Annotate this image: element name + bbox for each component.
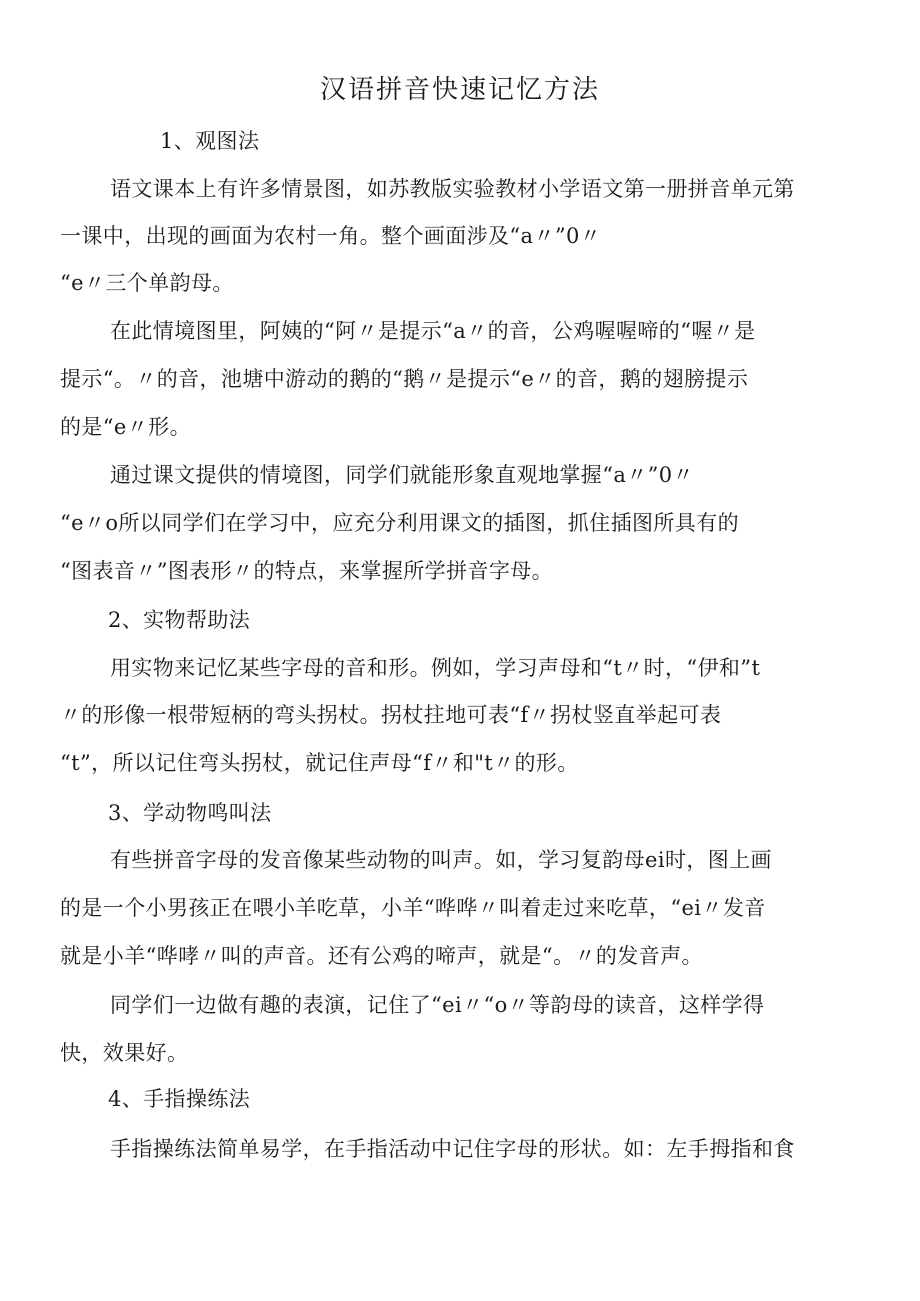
paragraph-line: 的是一个小男孩正在喂小羊吃草，小羊“哗哗〃叫着走过来吃草，“ei〃发音 [60,896,766,920]
heading-finger-exercise: 4、手指操练法 [108,1087,251,1111]
paragraph-line: 语文课本上有许多情景图，如苏教版实验教材小学语文第一册拼音单元第 [110,177,795,201]
heading-animal-sounds: 3、学动物鸣叫法 [108,801,272,825]
paragraph-line: “图表音〃”图表形〃的特点，来掌握所学拼音字母。 [60,559,554,583]
paragraph-line: 一课中，出现的画面为农村一角。整个画面涉及“a〃”0〃 [60,224,602,248]
paragraph-line: 有些拼音字母的发音像某些动物的叫声。如，学习复韵母ei时，图上画 [110,848,772,872]
heading-observe-picture: 1、观图法 [160,129,260,153]
paragraph-line: 的是“e〃形。 [60,415,191,439]
paragraph-line: 〃的形像一根带短柄的弯头拐杖。拐杖拄地可表“f〃拐杖竖直举起可表 [60,703,722,727]
paragraph-line: 快，效果好。 [60,1041,189,1065]
heading-object-help: 2、实物帮助法 [108,608,251,632]
paragraph-line: 在此情境图里，阿姨的“阿〃是提示“a〃的音，公鸡喔喔啼的“喔〃是 [110,319,756,343]
paragraph-line: “e〃o所以同学们在学习中，应充分利用课文的插图，抓住插图所具有的 [60,511,740,535]
paragraph-line: 通过课文提供的情境图，同学们就能形象直观地掌握“a〃”0〃 [110,463,694,487]
document-title: 汉语拼音快速记忆方法 [319,75,600,105]
paragraph-line: 同学们一边做有趣的表演，记住了“ei〃“o〃等韵母的读音，这样学得 [110,993,765,1017]
paragraph-line: 手指操练法简单易学，在手指活动中记住字母的形状。如：左手拇指和食 [110,1137,795,1161]
paragraph-line: 提示“。〃的音，池塘中游动的鹅的“鹅〃是提示“e〃的音，鹅的翅膀提示 [60,367,749,391]
paragraph-line: 用实物来记忆某些字母的音和形。例如，学习声母和“t〃时，“伊和”t [110,656,761,680]
paragraph-line: 就是小羊“哗哮〃叫的声音。还有公鸡的啼声，就是“。〃的发音声。 [60,944,703,968]
paragraph-line: “e〃三个单韵母。 [60,271,234,295]
paragraph-line: “t”，所以记住弯头拐杖，就记住声母“f〃和"t〃的形。 [60,751,579,775]
